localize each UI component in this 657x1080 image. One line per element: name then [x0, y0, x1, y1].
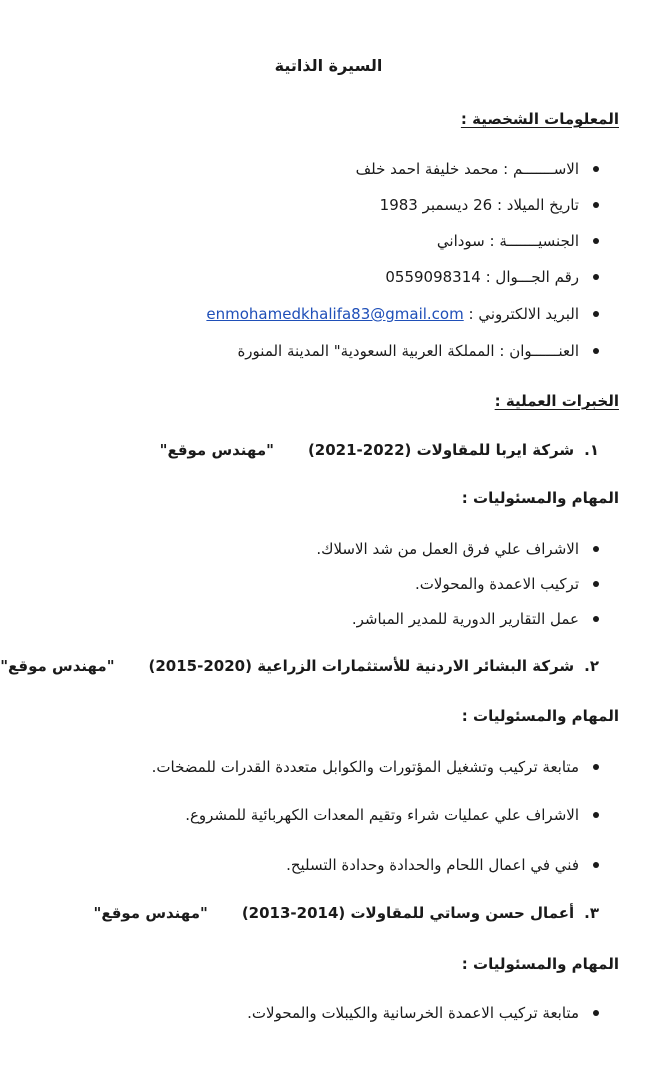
job-1-task-3-text: عمل التقارير الدورية للمدير المباشر. — [351, 610, 579, 628]
job-1-task-1-text: الاشراف علي فرق العمل من شد الاسلاك. — [316, 540, 579, 558]
phone-label: رقم الجـــوال : — [485, 268, 579, 286]
job-2-task-3-text: فني في اعمال اللحام والحدادة وحدادة التسليح. — [286, 856, 579, 874]
job-2-task-3 — [286, 856, 599, 874]
email-label: البريد الالكتروني : — [468, 305, 579, 323]
job-2-company: شركة البشائر الاردنية للأستثمارات الزراعية — [257, 657, 575, 675]
job-3-company: أعمال حسن وساتي للمقاولات — [350, 904, 575, 922]
bullet-icon — [593, 202, 599, 208]
job-1-company: شركة ايربا للمقاولات — [416, 441, 575, 459]
bullet-icon — [593, 581, 599, 587]
name-value: محمد خليفة احمد خلف — [355, 160, 499, 178]
job-1-task-1 — [316, 540, 599, 558]
bullet-icon — [593, 166, 599, 172]
job-2-number: ٢. — [584, 657, 599, 675]
bullet-icon — [593, 238, 599, 244]
job-2-role: "مهندس موقع" — [0, 657, 115, 675]
experience-heading: الخبرات العملية : — [494, 392, 619, 410]
bullet-icon — [593, 546, 599, 552]
job-1-task-2 — [415, 575, 599, 593]
bullet-icon — [593, 764, 599, 770]
personal-item-name — [356, 160, 599, 178]
job-3-tasks-heading: المهام والمسئوليات : — [461, 955, 619, 973]
birthdate-value: 26 ديسمبر 1983 — [379, 196, 493, 214]
bullet-icon — [593, 1010, 599, 1016]
job-2-task-2 — [185, 806, 599, 824]
personal-item-phone — [385, 268, 599, 286]
address-value: المملكة العربية السعودية" المدينة المنورة — [237, 342, 495, 360]
job-3-task-1 — [247, 1004, 599, 1022]
personal-item-email — [206, 305, 599, 323]
bullet-icon — [593, 616, 599, 622]
nationality-value: سوداني — [436, 232, 485, 250]
personal-item-birthdate — [380, 196, 599, 214]
bullet-icon — [593, 862, 599, 868]
job-1-role: "مهندس موقع" — [159, 441, 274, 459]
job-3-role: "مهندس موقع" — [93, 904, 208, 922]
personal-info-heading: المعلومات الشخصية : — [460, 110, 619, 128]
personal-item-address — [237, 342, 599, 360]
nationality-label: الجنسيـــــــة : — [489, 232, 579, 250]
job-2-task-1-text: متابعة تركيب وتشغيل المؤتورات والكوابل متعددة القدرات للمضخات. — [151, 758, 579, 776]
personal-item-nationality — [437, 232, 599, 250]
job-2-title — [0, 657, 599, 675]
job-1-task-3 — [352, 610, 599, 628]
bullet-icon — [593, 274, 599, 280]
job-1-period: (2021-2022) — [307, 441, 412, 459]
job-3-task-1-text: متابعة تركيب الاعمدة الخرسانية والكيبلات والمحولات. — [247, 1004, 579, 1022]
job-1-tasks-heading: المهام والمسئوليات : — [461, 489, 619, 507]
job-1-title — [160, 441, 599, 459]
job-1-number: ١. — [584, 441, 599, 459]
name-label: الاســـــــم : — [503, 160, 579, 178]
job-2-task-2-text: الاشراف علي عمليات شراء وتقيم المعدات الكهربائية للمشروع. — [185, 806, 579, 824]
job-3-number: ٣. — [584, 904, 599, 922]
address-label: العنــــــوان : — [499, 342, 579, 360]
job-1-task-2-text: تركيب الاعمدة والمحولات. — [415, 575, 579, 593]
job-3-title — [94, 904, 599, 922]
birthdate-label: تاريخ الميلاد : — [496, 196, 579, 214]
bullet-icon — [593, 812, 599, 818]
phone-value: 0559098314 — [385, 268, 481, 286]
bullet-icon — [593, 311, 599, 317]
job-2-tasks-heading: المهام والمسئوليات : — [461, 707, 619, 725]
job-2-period: (2015-2020) — [148, 657, 252, 675]
email-link[interactable]: enmohamedkhalifa83@gmail.com — [206, 305, 464, 323]
job-2-task-1 — [152, 758, 599, 776]
page-title: السيرة الذاتية — [274, 56, 383, 75]
job-3-period: (2013-2014) — [241, 904, 346, 922]
bullet-icon — [593, 348, 599, 354]
